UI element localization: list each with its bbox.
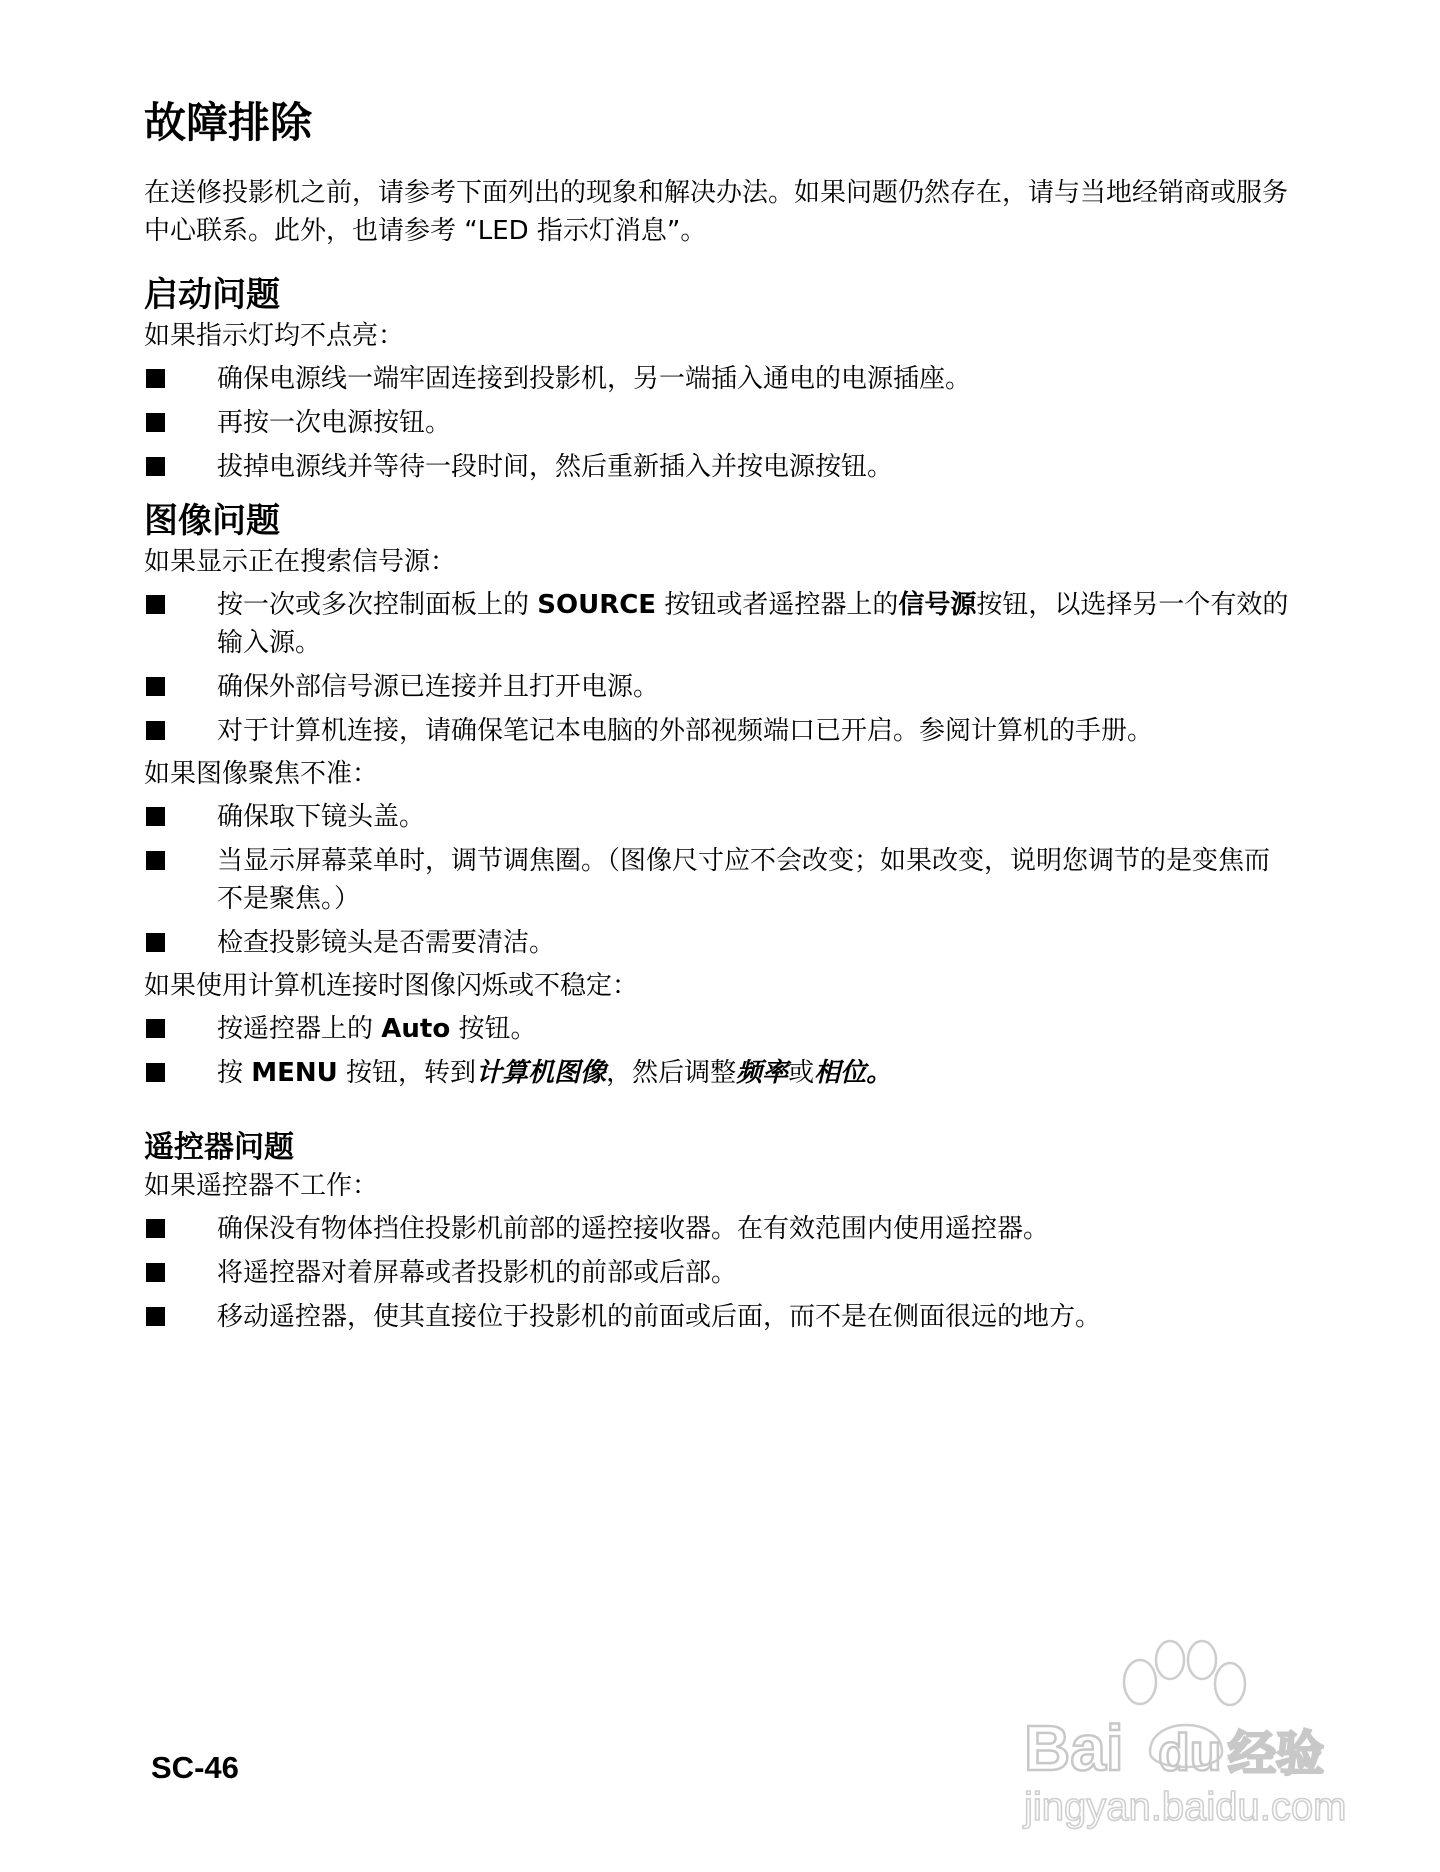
signal-source-keyword: 信号源 [898, 590, 977, 621]
list-item: 当显示屏幕菜单时，调节调焦圈。（图像尺寸应不会改变；如果改变，说明您调节的是变焦而不是聚焦。） [144, 842, 1290, 918]
image-list-focus [144, 798, 1290, 962]
bullet-square-icon [146, 413, 165, 432]
list-item: 确保电源线一端牢固连接到投影机，另一端插入通电的电源插座。 [144, 360, 1290, 398]
auto-keyword: Auto [381, 1014, 451, 1045]
image-heading: 图像问题 [144, 501, 280, 542]
startup-heading: 启动问题 [144, 275, 280, 316]
troubleshooting-page [144, 98, 1290, 1342]
bullet-square-icon [146, 595, 165, 614]
menu-keyword: MENU [251, 1058, 338, 1089]
bullet-square-icon [146, 1219, 165, 1238]
watermark-brand: Bai [1024, 1712, 1124, 1784]
list-item: 确保外部信号源已连接并且打开电源。 [144, 668, 1290, 706]
list-item: 检查投影镜头是否需要清洁。 [144, 924, 1290, 962]
startup-list [144, 360, 1290, 486]
computer-image-keyword: 计算机图像 [476, 1058, 607, 1089]
frequency-keyword: 频率 [736, 1058, 789, 1089]
bullet-square-icon [146, 677, 165, 696]
remote-heading: 遥控器问题 [144, 1130, 294, 1166]
bullet-square-icon [146, 1263, 165, 1282]
bullet-square-icon [146, 851, 165, 870]
remote-condition: 如果遥控器不工作： [144, 1171, 379, 1202]
bullet-square-icon [146, 1019, 165, 1038]
baidu-jingyan-watermark [1000, 1620, 1350, 1840]
bullet-square-icon [146, 721, 165, 740]
list-item: 再按一次电源按钮。 [144, 404, 1290, 442]
bullet-square-icon [146, 457, 165, 476]
image-condition-focus: 如果图像聚焦不准： [144, 759, 379, 790]
image-condition-flicker: 如果使用计算机连接时图像闪烁或不稳定： [144, 971, 639, 1002]
source-keyword: SOURCE [537, 590, 657, 621]
watermark-url: jingyan.baidu.com [1024, 1785, 1347, 1829]
page-title: 故障排除 [144, 98, 313, 147]
list-item: 移动遥控器，使其直接位于投影机的前面或后面，而不是在侧面很远的地方。 [144, 1298, 1290, 1336]
list-item: 按遥控器上的 Auto 按钮。 [144, 1010, 1290, 1048]
phase-keyword: 相位。 [814, 1058, 893, 1089]
intro-paragraph: 在送修投影机之前，请参考下面列出的现象和解决办法。如果问题仍然存在，请与当地经销商或服务中心联系。此外，也请参考 “LED 指示灯消息”。 [144, 178, 1289, 247]
startup-condition: 如果指示灯均不点亮： [144, 321, 405, 352]
list-item: 按一次或多次控制面板上的 SOURCE 按钮或者遥控器上的信号源按钮，以选择另一个有效的输入源。 [144, 586, 1290, 662]
list-item: 将遥控器对着屏幕或者投影机的前部或后部。 [144, 1254, 1290, 1292]
list-item: 确保没有物体挡住投影机前部的遥控接收器。在有效范围内使用遥控器。 [144, 1210, 1290, 1248]
remote-list [144, 1210, 1290, 1336]
list-item: 拔掉电源线并等待一段时间，然后重新插入并按电源按钮。 [144, 448, 1290, 486]
bullet-square-icon [146, 369, 165, 388]
bullet-square-icon [146, 1063, 165, 1082]
list-item: 确保取下镜头盖。 [144, 798, 1290, 836]
image-list-searching [144, 586, 1290, 750]
watermark-brand-du: du [1158, 1724, 1222, 1782]
list-item: 对于计算机连接，请确保笔记本电脑的外部视频端口已开启。参阅计算机的手册。 [144, 712, 1290, 750]
bullet-square-icon [146, 807, 165, 826]
watermark-cn: 经验 [1228, 1728, 1325, 1781]
image-list-flicker [144, 1010, 1290, 1092]
page-number: SC-46 [151, 1750, 239, 1785]
list-item: 按 MENU 按钮，转到计算机图像，然后调整频率或相位。 [144, 1054, 1290, 1092]
image-condition-searching: 如果显示正在搜索信号源： [144, 547, 457, 578]
bullet-square-icon [146, 1307, 165, 1326]
bullet-square-icon [146, 933, 165, 952]
